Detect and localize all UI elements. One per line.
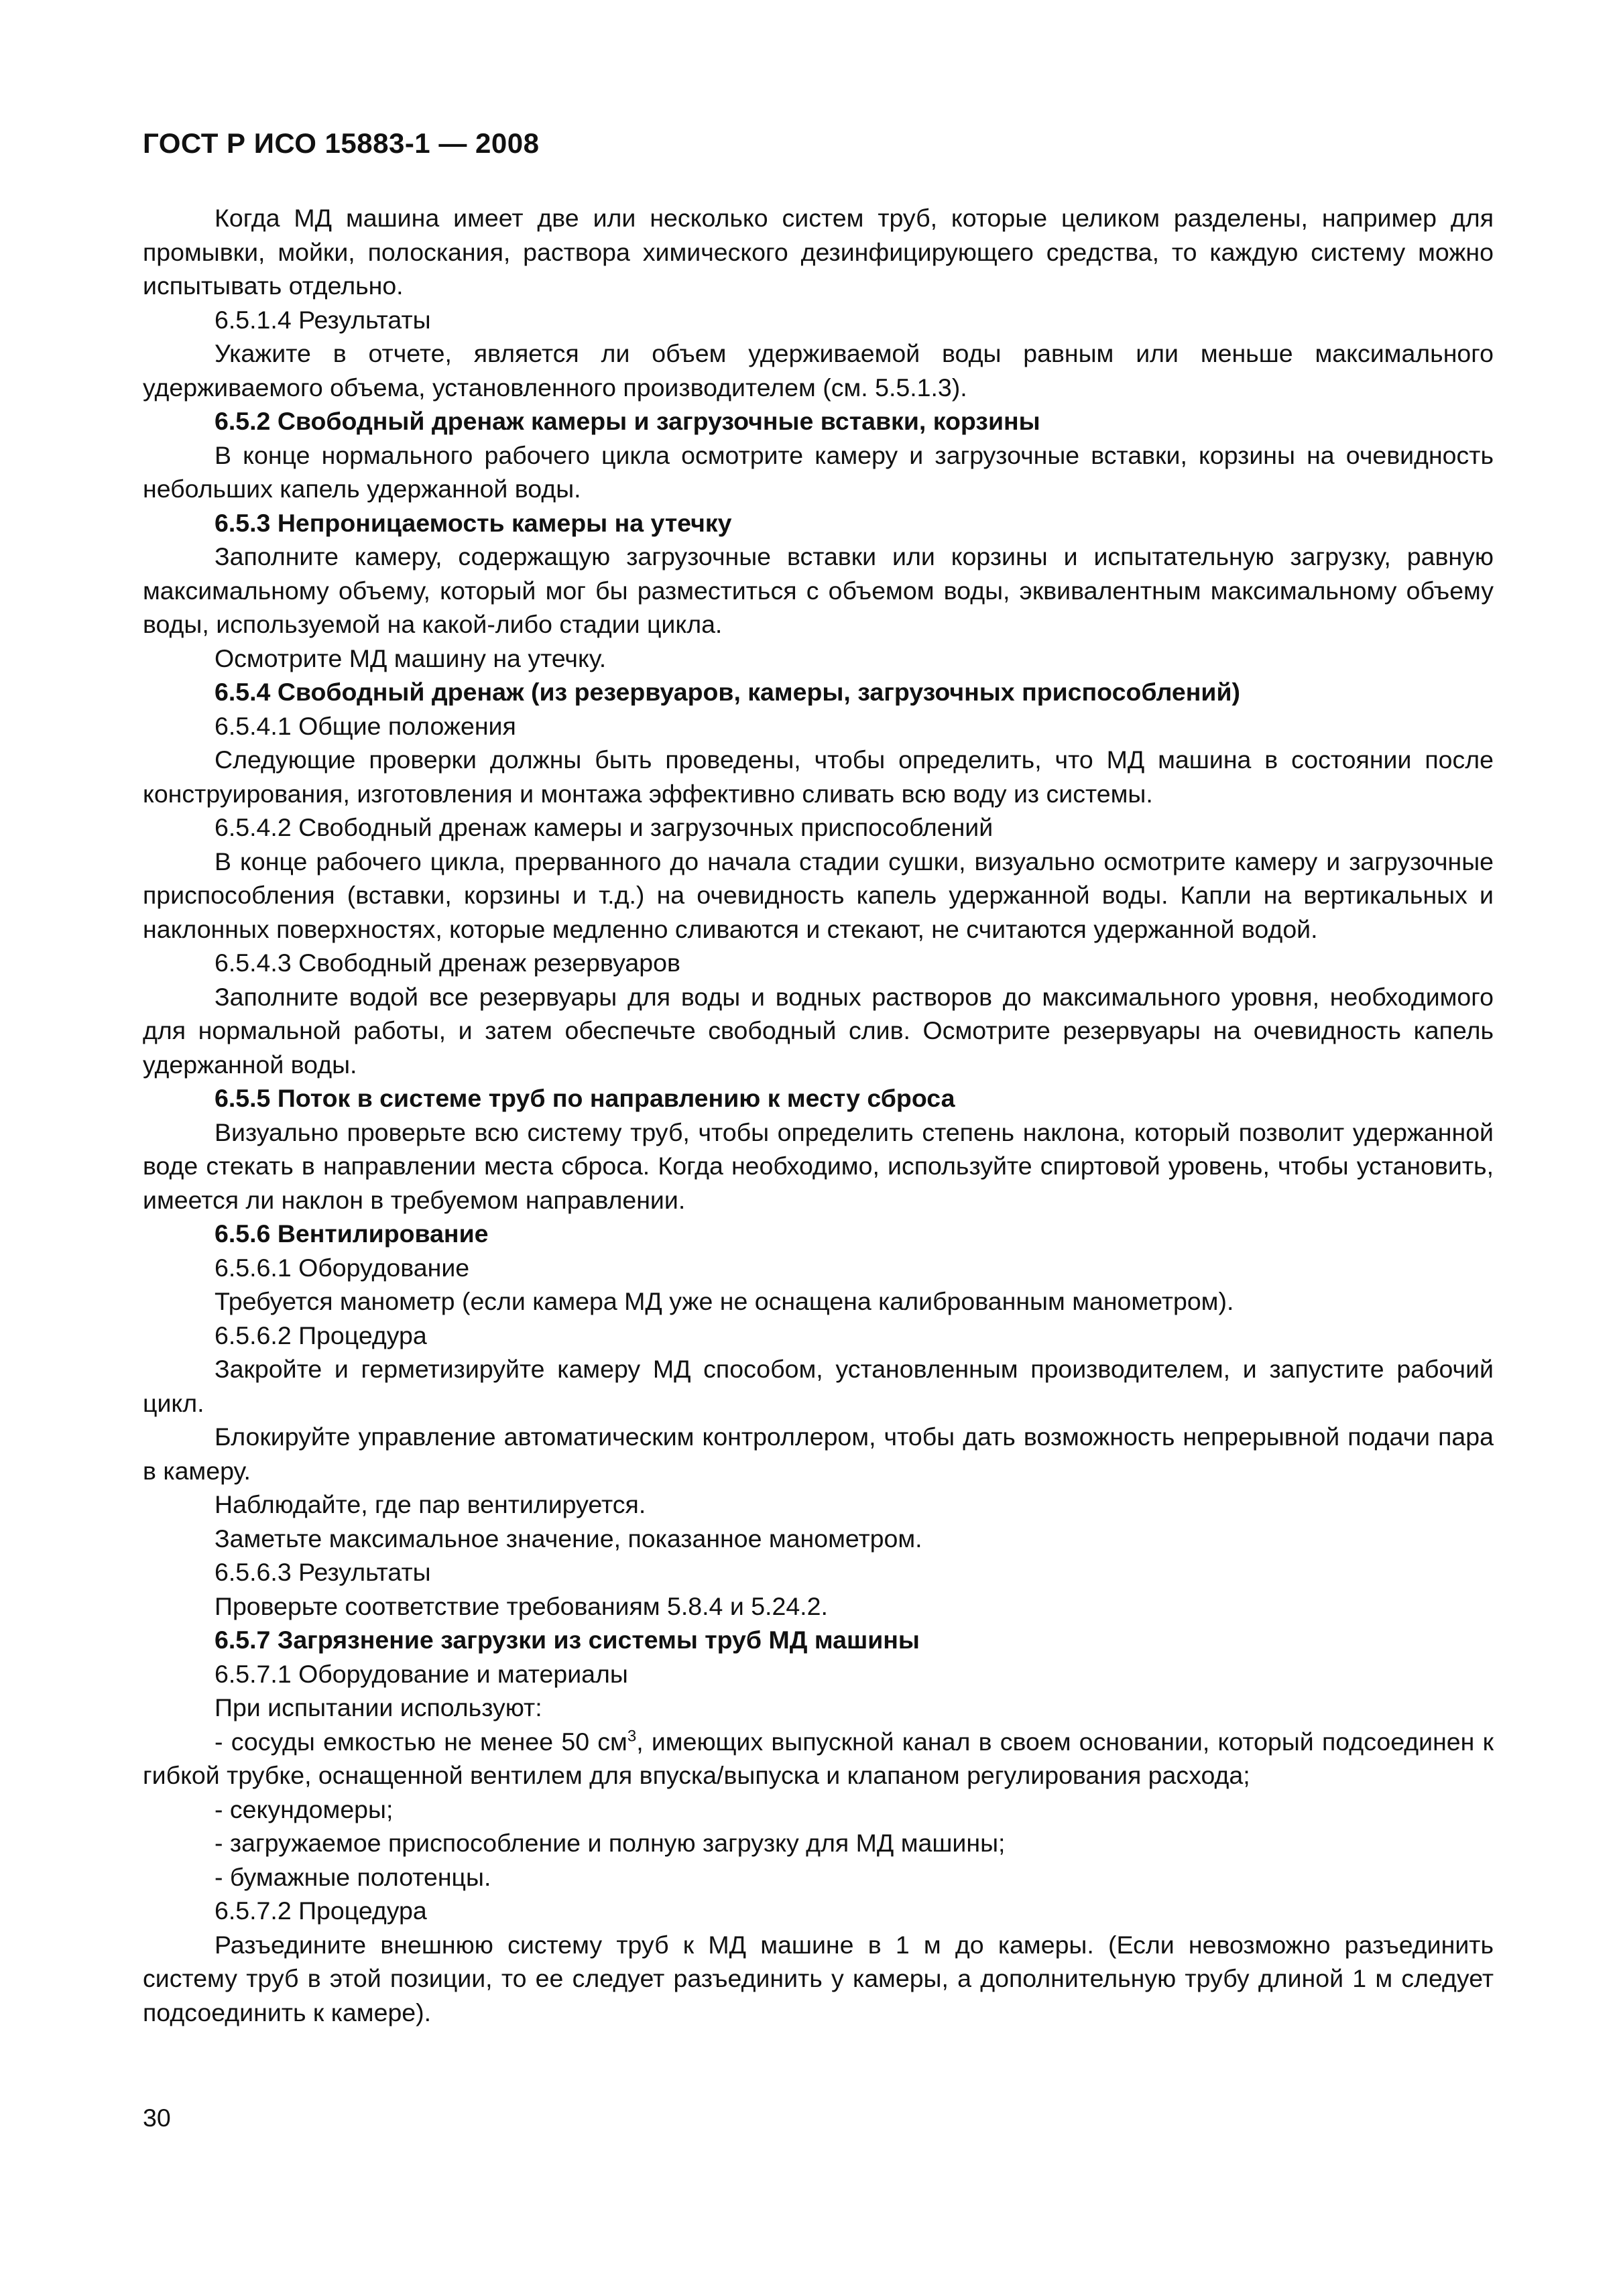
page-number: 30 bbox=[143, 2104, 171, 2132]
paragraph-pipe-systems: Когда МД машина имеет две или несколько систем труб, которые целиком разделены, например для промывки, мойки, полоскания, раствора химического дезинфицирующего средства, то каждую систему можно испытывать отдельно. bbox=[143, 204, 1494, 300]
section-heading-6-5-2: 6.5.2 Свободный дренаж камеры и загрузочные вставки, корзины bbox=[215, 407, 1040, 435]
paragraph-drying-stage: В конце рабочего цикла, прерванного до начала стадии сушки, визуально осмотрите камеру и загрузочные приспособления (вставки, корзины и т.д.) на очевидность капель удержанной воды. Капли на вертикальных и наклонных поверхностях, которые медленно сливаются и стекают, не считаются удержанной водой. bbox=[143, 847, 1494, 943]
list-item-paper-towels: - бумажные полотенцы. bbox=[215, 1862, 491, 1891]
paragraph-fill-tanks: Заполните водой все резервуары для воды и водных растворов до максимального уровня, необходимого для нормальной работы, и затем обеспечьте свободный слив. Осмотрите резервуары на очевидность капель удержанной воды. bbox=[143, 982, 1494, 1079]
paragraph-fill-chamber: Заполните камеру, содержащую загрузочные вставки или корзины и испытательную загрузку, равную максимальному объему, который мог бы разместиться с объемом воды, эквивалентным максимальному объему воды, используемой на какой-либо стадии цикла. bbox=[143, 542, 1494, 638]
section-heading-6-5-6: 6.5.6 Вентилирование bbox=[215, 1219, 489, 1248]
list-item-stopwatches: - секундомеры; bbox=[215, 1795, 394, 1823]
subclause-6-5-7-1: 6.5.7.1 Оборудование и материалы bbox=[215, 1659, 628, 1688]
vessels-text-end: , имеющих выпускной канал в своем основании, который подсоединен к гибкой трубке, оснащенной вентилем для впуска/выпуска и клапаном регулирования расхода; bbox=[143, 1727, 1494, 1789]
paragraph-drain-checks: Следующие проверки должны быть проведены, чтобы определить, что МД машина в состоянии после конструирования, изготовления и монтажа эффективно сливать всю воду из системы. bbox=[143, 745, 1494, 808]
document-body bbox=[143, 201, 1494, 2029]
section-heading-6-5-7: 6.5.7 Загрязнение загрузки из системы труб МД машины bbox=[215, 1626, 920, 1654]
subclause-6-5-6-3: 6.5.6.3 Результаты bbox=[215, 1558, 431, 1586]
paragraph-manometer: Требуется манометр (если камера МД уже не оснащена калиброванным манометром). bbox=[215, 1287, 1234, 1315]
paragraph-inspect-leak: Осмотрите МД машину на утечку. bbox=[215, 644, 607, 672]
paragraph-test-uses: При испытании используют: bbox=[215, 1693, 542, 1721]
paragraph-retained-volume: Укажите в отчете, является ли объем удерживаемой воды равным или меньше максимального удерживаемого объема, установленного производителем (см. 5.5.1.3). bbox=[143, 339, 1494, 402]
vessels-text-start: - сосуды емкостью не менее 50 см bbox=[215, 1727, 627, 1756]
paragraph-max-value: Заметьте максимальное значение, показанное манометром. bbox=[215, 1524, 922, 1553]
paragraph-check-requirements: Проверьте соответствие требованиям 5.8.4 и 5.24.2. bbox=[215, 1591, 828, 1620]
list-item-load-device: - загружаемое приспособление и полную загрузку для МД машины; bbox=[215, 1829, 1006, 1857]
paragraph-seal-chamber: Закройте и герметизируйте камеру МД способом, установленным производителем, и запустите рабочий цикл. bbox=[143, 1355, 1494, 1417]
cubic-superscript: 3 bbox=[627, 1727, 637, 1745]
subclause-6-5-4-3: 6.5.4.3 Свободный дренаж резервуаров bbox=[215, 949, 680, 977]
list-item-vessels bbox=[143, 1725, 1494, 1793]
paragraph-block-controller: Блокируйте управление автоматическим контроллером, чтобы дать возможность непрерывной подачи пара в камеру. bbox=[143, 1423, 1494, 1485]
paragraph-pipe-slope: Визуально проверьте всю систему труб, чтобы определить степень наклона, который позволит удержанной воде стекать в направлении места сброса. Когда необходимо, используйте спиртовой уровень, чтобы установить, имеется ли наклон в требуемом направлении. bbox=[143, 1117, 1494, 1214]
paragraph-disconnect-pipes: Разъедините внешнюю систему труб к МД машине в 1 м до камеры. (Если невозможно разъединить систему труб в этой позиции, то ее следует разъединить у камеры, а дополнительную трубу длиной 1 м следует подсоединить к камере). bbox=[143, 1930, 1494, 2027]
standard-header: ГОСТ Р ИСО 15883-1 — 2008 bbox=[143, 127, 540, 159]
subclause-6-5-6-1: 6.5.6.1 Оборудование bbox=[215, 1253, 470, 1282]
subclause-6-5-4-2: 6.5.4.2 Свободный дренаж камеры и загрузочных приспособлений bbox=[215, 813, 994, 841]
subclause-6-5-4-1: 6.5.4.1 Общие положения bbox=[215, 711, 516, 740]
section-heading-6-5-5: 6.5.5 Поток в системе труб по направлению к месту сброса bbox=[215, 1084, 955, 1112]
section-heading-6-5-4: 6.5.4 Свободный дренаж (из резервуаров, камеры, загрузочных приспособлений) bbox=[215, 678, 1241, 706]
subclause-6-5-1-4: 6.5.1.4 Результаты bbox=[215, 305, 431, 334]
paragraph-chamber-inspection: В конце нормального рабочего цикла осмотрите камеру и загрузочные вставки, корзины на очевидность небольших капель удержанной воды. bbox=[143, 440, 1494, 503]
subclause-6-5-7-2: 6.5.7.2 Процедура bbox=[215, 1896, 427, 1925]
section-heading-6-5-3: 6.5.3 Непроницаемость камеры на утечку bbox=[215, 508, 732, 537]
subclause-6-5-6-2: 6.5.6.2 Процедура bbox=[215, 1321, 427, 1349]
paragraph-observe-vent: Наблюдайте, где пар вентилируется. bbox=[215, 1490, 646, 1518]
